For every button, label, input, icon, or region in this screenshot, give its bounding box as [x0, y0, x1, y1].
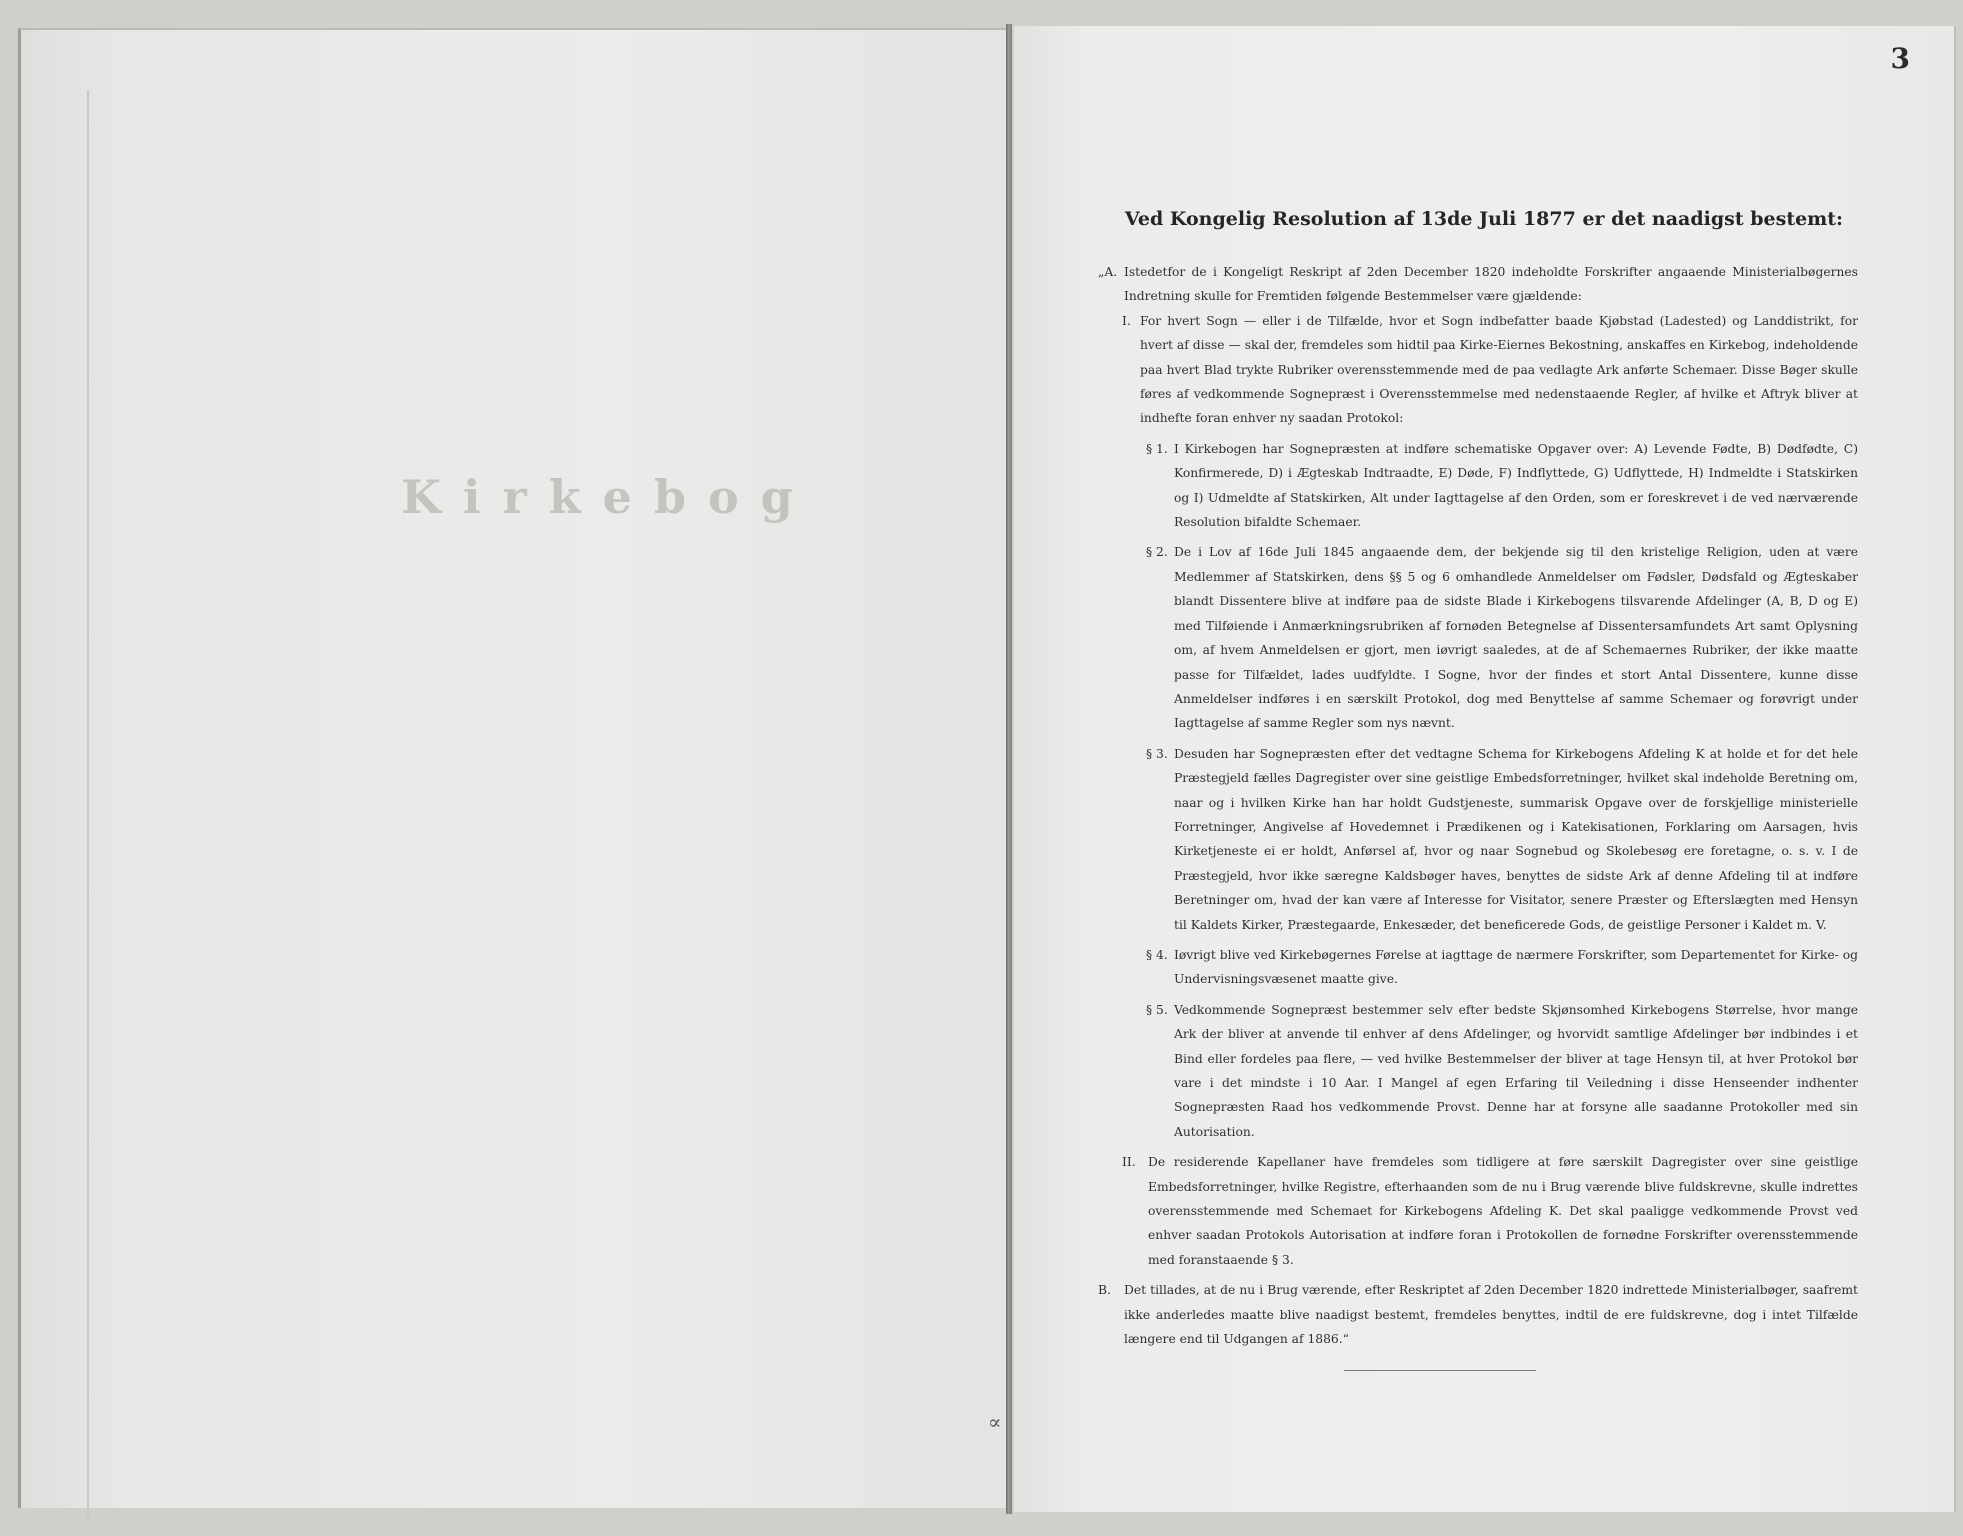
- left-page: [18, 28, 1011, 1508]
- page-number: 3: [1890, 42, 1910, 75]
- paragraph-4-text: Iøvrigt blive ved Kirkebøgernes Førelse at iagttage de nærmere Forskrifter, som Departementet for Kirke- og Undervisningsvæsenet maatte give.: [1174, 947, 1858, 987]
- section-a: [1098, 260, 1858, 309]
- paragraph-1: [1098, 437, 1858, 535]
- section-b-text: Det tillades, at de nu i Brug værende, efter Reskriptet af 2den December 1820 indrettede Ministerialbøger, saafremt ikke anderledes maatte blive naadigst bestemt, fremdeles benyttes, indtil de ere fuldskrevne, dog i intet Tilfælde længere end til Udgangen af 1886.“: [1124, 1283, 1858, 1347]
- paragraph-1-text: I Kirkebogen har Sognepræsten at indføre schematiske Opgaver over: A) Levende Fødte, B) Dødfødte, C) Konfirmerede, D) i Ægteskab Indtraadte, E) Døde, F) Indflyttede, G) Udflyttede, H) Indmeldte i Statskirken og I) Udmeldte af Statskirken, Alt under Iagttagelse af den Orden, som er foreskrevet i de ved nærværende Resolution bifaldte Schemaer.: [1174, 441, 1858, 530]
- binding-clip-icon: ∝: [988, 1410, 1002, 1434]
- item-ii-text: De residerende Kapellaner have fremdeles som tidligere at føre særskilt Dagregister over sine geistlige Embedsforretninger, hvilke Registre, efterhaanden som de nu i Brug værende blive fuldskrevne, skulle indrettes overensstemmende med Schemaet for Kirkebogens Afdeling K. Det skal paaligge vedkommende Provst ved enhver saadan Protokols Autorisation at indføre foran i Protokollen de fornødne Forskrifter overensstemmende med foranstaaende § 3.: [1148, 1155, 1858, 1267]
- paragraph-3: [1098, 742, 1858, 937]
- resolution-body: [1098, 260, 1858, 1351]
- left-page-fold-line: [87, 90, 89, 1520]
- paragraph-4-marker: § 4.: [1146, 947, 1168, 962]
- paragraph-1-marker: § 1.: [1146, 441, 1168, 456]
- paragraph-3-text: Desuden har Sognepræsten efter det vedtagne Schema for Kirkebogens Afdeling K at holde et for det hele Præstegjeld fælles Dagregister over sine geistlige Embedsforretninger, hvilket skal indeholde Beretning om, naar og i hvilken Kirke han har holdt Gudstjeneste, summarisk Opgave over de forskjellige ministerielle Forretninger, Angivelse af Hovedemnet i Prædikenen og i Katekisationen, Forklaring om Aarsagen, hvis Kirketjeneste ei er holdt, Anførsel af, hvor og naar Sognebud og Skolebesøg ere foretagne, o. s. v. I de Præstegjeld, hvor ikke særegne Kaldsbøger haves, benyttes de sidste Ark af denne Afdeling til at indføre Beretninger om, hvad der kan være af Interesse for Visitator, senere Præster og Efterslægten med Hensyn til Kaldets Kirker, Præstegaarde, Enkesæder, det beneficerede Gods, de geistlige Personer i Kaldet m. V.: [1174, 746, 1858, 932]
- section-b: [1098, 1278, 1858, 1351]
- paragraph-2: [1098, 540, 1858, 735]
- section-a-marker: „A.: [1098, 265, 1118, 279]
- item-i: [1098, 309, 1858, 431]
- paragraph-4: [1098, 943, 1858, 992]
- book-gutter: [1006, 24, 1012, 1514]
- paragraph-2-marker: § 2.: [1146, 545, 1168, 560]
- item-i-marker: I.: [1122, 313, 1131, 328]
- paragraph-5-text: Vedkommende Sognepræst bestemmer selv efter bedste Skjønsomhed Kirkebogens Størrelse, hvor mange Ark der bliver at anvende til enhver af dens Afdelinger, og hvorvidt samtlige Afdelinger bør indbindes i et Bind eller fordeles paa flere, — ved hvilke Bestemmelser der bliver at tage Hensyn til, at hver Protokol bør vare i det mindste i 10 Aar. I Mangel af egen Erfaring til Veiledning i disse Henseender indhenter Sognepræsten Raad hos vedkommende Provst. Denne har at forsyne alle saadanne Protokoller med sin Autorisation.: [1174, 1002, 1858, 1139]
- paragraph-3-marker: § 3.: [1146, 746, 1168, 761]
- right-page: [1014, 26, 1956, 1512]
- section-b-marker: B.: [1098, 1283, 1111, 1298]
- paragraph-5-marker: § 5.: [1146, 1002, 1168, 1017]
- paragraph-2-text: De i Lov af 16de Juli 1845 angaaende dem, der bekjende sig til den kristelige Religion, uden at være Medlemmer af Statskirken, dens §§ 5 og 6 omhandlede Anmeldelser om Fødsler, Dødsfald og Ægteskaber blandt Dissentere blive at indføre paa de sidste Blade i Kirkebogens tilsvarende Afdelinger (A, B, D og E) med Tilføiende i Anmærkningsrubriken af fornøden Betegnelse af Dissentersamfundets Art samt Oplysning om, af hvem Anmeldelsen er gjort, men iøvrigt saaledes, at de af Schemaernes Rubriker, der ikke maatte passe for Tilfældet, lades uudfyldte. I Sogne, hvor der findes et stort Antal Dissentere, kunne disse Anmeldelser indføres i en særskilt Protokol, dog med Benyttelse af samme Schemaer og forøvrigt under Iagttagelse af samme Regler som nys nævnt.: [1174, 545, 1858, 731]
- paragraph-5: [1098, 998, 1858, 1144]
- item-ii: [1098, 1150, 1858, 1272]
- closing-rule: [1344, 1370, 1536, 1371]
- ghost-title-bleedthrough: Kirkebog: [401, 470, 815, 524]
- item-ii-marker: II.: [1122, 1155, 1136, 1170]
- section-a-intro: Istedetfor de i Kongeligt Reskript af 2den December 1820 indeholdte Forskrifter angaaende Ministerialbøgernes Indretning skulle for Fremtiden følgende Bestemmelser være gjældende:: [1124, 265, 1858, 304]
- resolution-heading: Ved Kongelig Resolution af 13de Juli 1877 er det naadigst bestemt:: [1124, 208, 1844, 230]
- item-i-text: For hvert Sogn — eller i de Tilfælde, hvor et Sogn indbefatter baade Kjøbstad (Ladested) og Landdistrikt, for hvert af disse — skal der, fremdeles som hidtil paa Kirke-Eiernes Bekostning, anskaffes en Kirkebog, indeholdende paa hvert Blad trykte Rubriker overensstemmende med de paa vedlagte Ark anførte Schemaer. Disse Bøger skulle føres af vedkommende Sognepræst i Overensstemmelse med nedenstaaende Regler, af hvilke et Aftryk bliver at indhefte foran enhver ny saadan Protokol:: [1140, 313, 1858, 426]
